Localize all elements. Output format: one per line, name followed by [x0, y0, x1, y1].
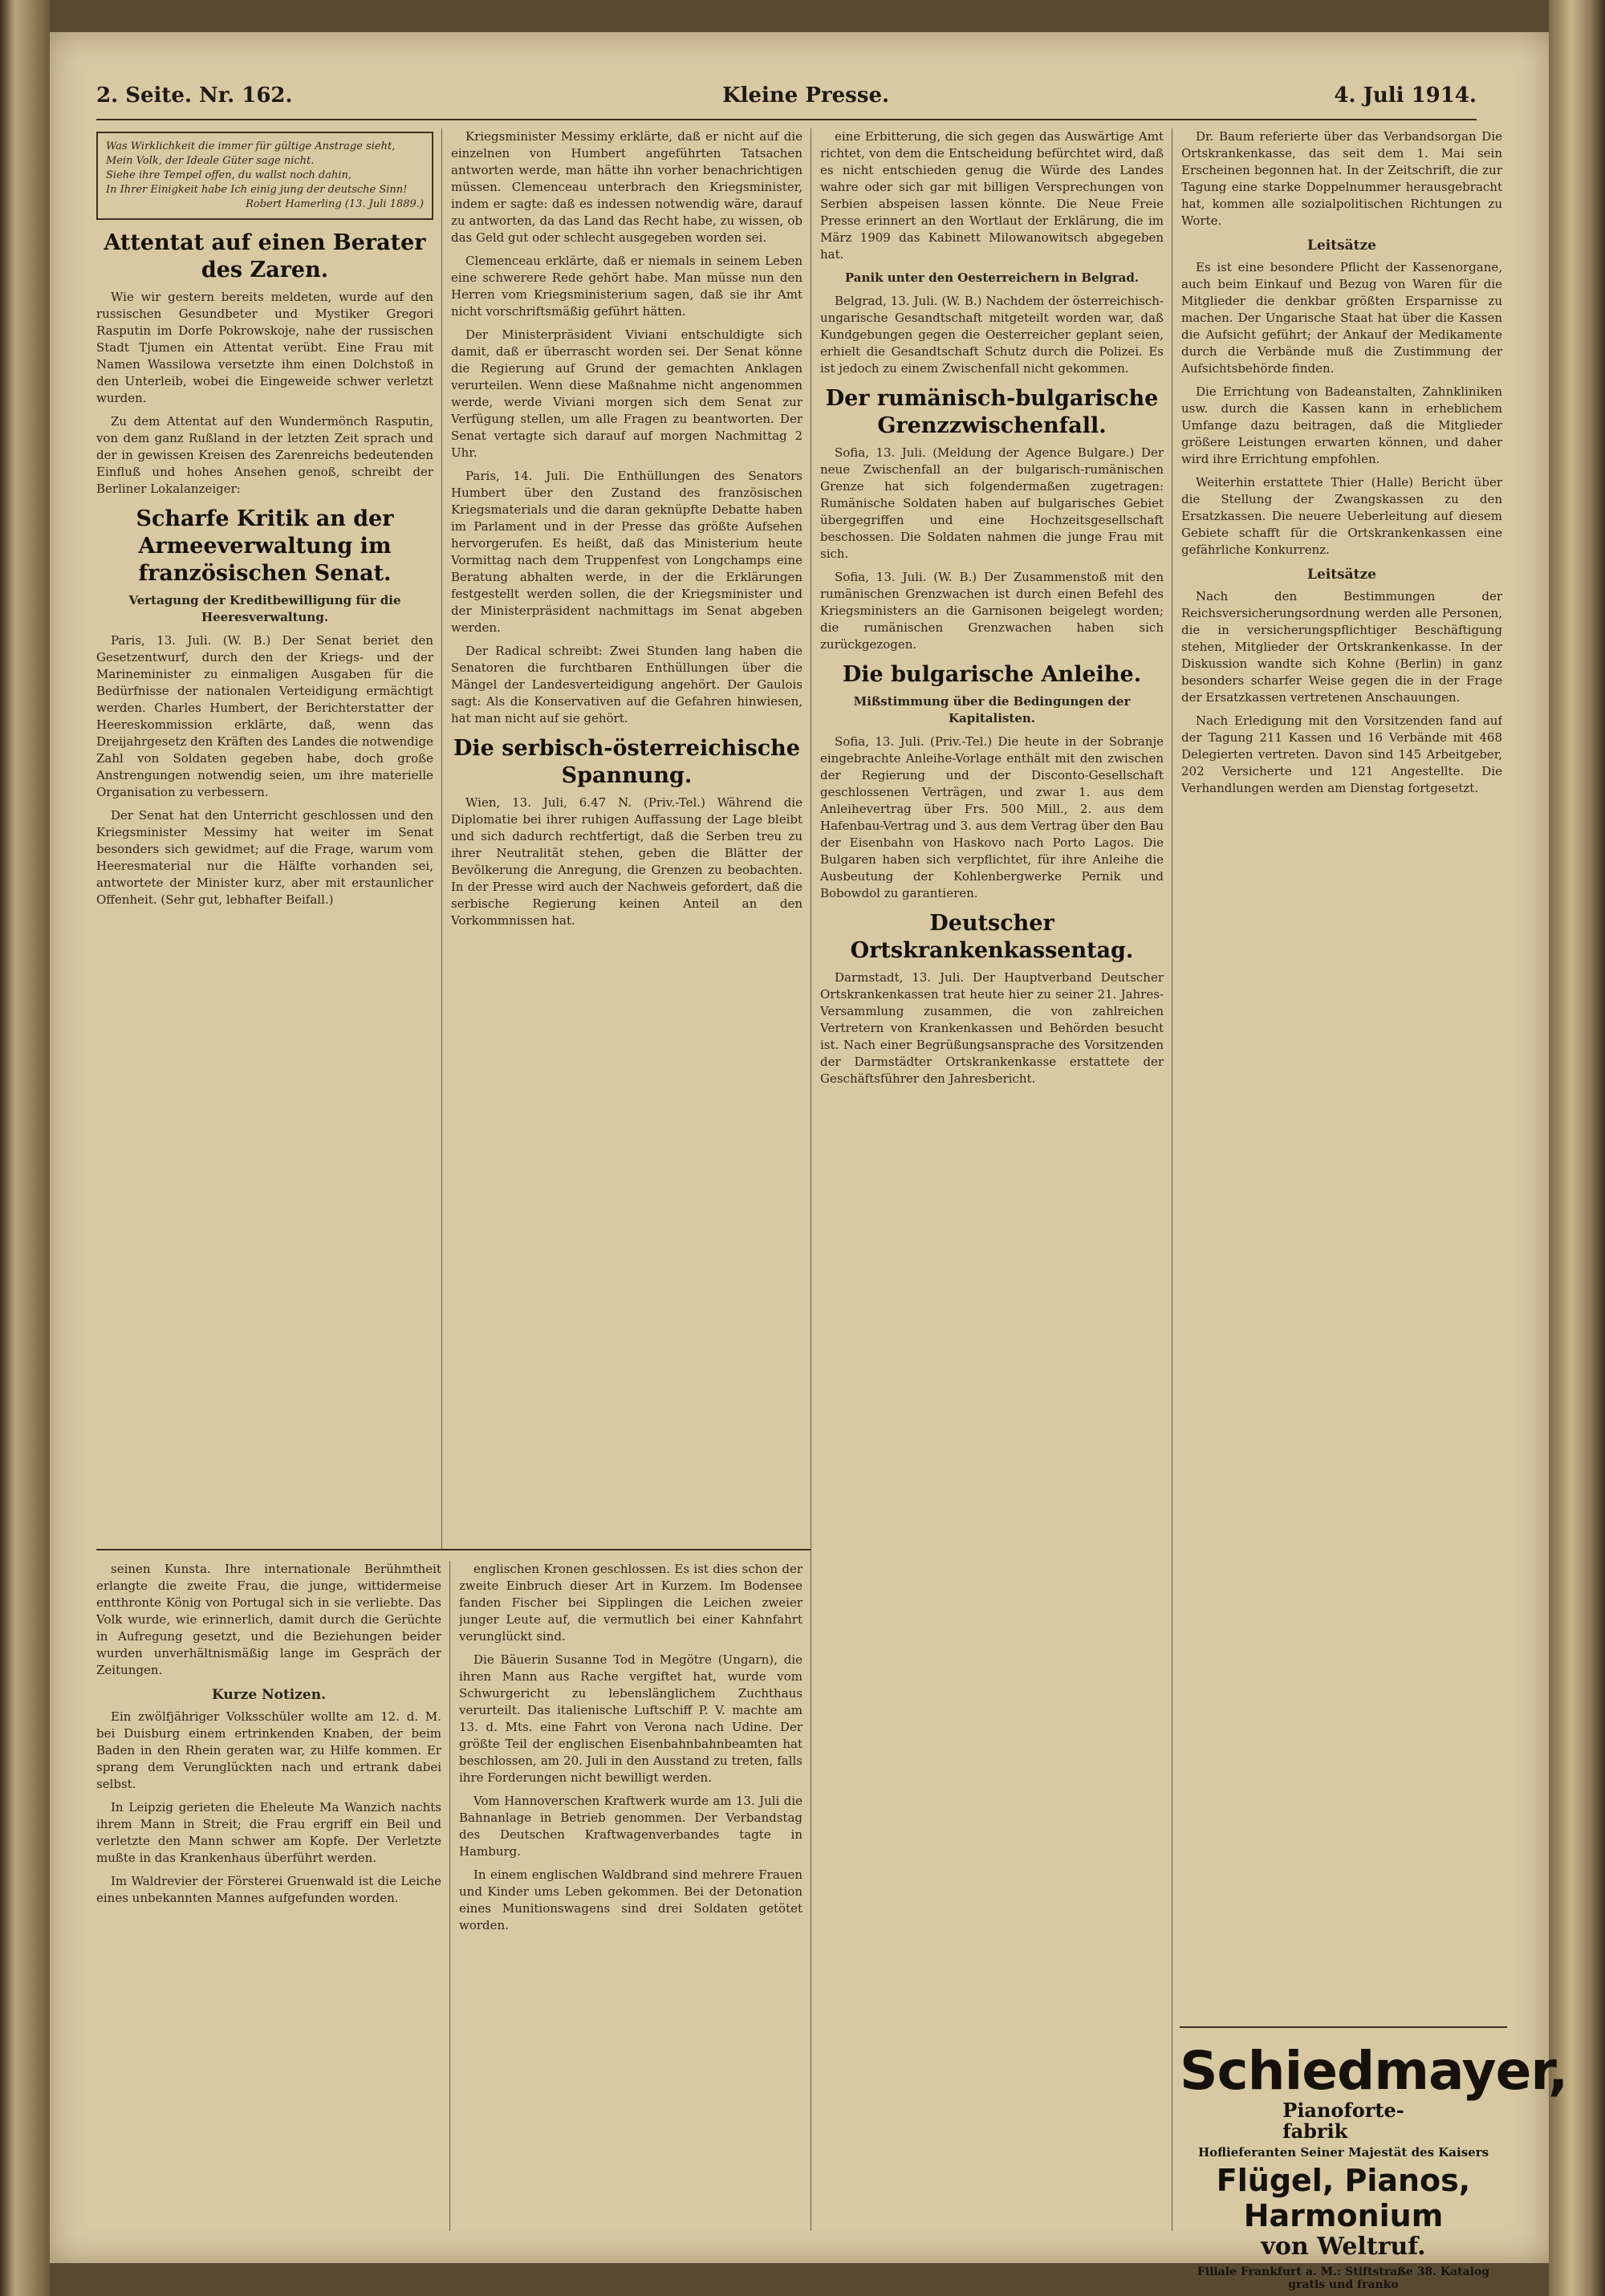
column-divider [441, 128, 442, 1549]
article-paragraph: Paris, 14. Juli. Die Enthüllungen des Senators Humbert über den Zustand des französischen Kriegsmaterials und die daran geknüpfte Debatte haben im Parlament und in der Presse das größte Aufsehen hervorgerufen. Es heißt, daß das Ministerium heute Vormittag nach dem Truppenfest von Longchamps eine Beratung abhalten werde, in der die Erklärungen festgestellt werden sollen, die der Kriegsminister und der Ministerpräsident nachmittags im Senat abgeben werden. [451, 469, 802, 635]
ad-business-type [1282, 2100, 1404, 2142]
article-paragraph: Der Senat hat den Unterricht geschlossen und den Kriegsminister Messimy hat weiter im Senat besonders sich gewidmet; auf die Frage, warum vom Heeresmaterial nur die Hälfte vorhanden sei, antwortete der Minister kurz, aber mit erstaunlicher Offenheit. (Sehr gut, lebhafter Beifall.) [96, 808, 433, 907]
article-paragraph: Der Ministerpräsident Viviani entschuldigte sich damit, daß er überrascht worden sei. Der Senat könne die Regierung auf Grund der gemachten Anklagen verurteilen. Wenn diese Maßnahme nicht angenommen werde, werde Viviani morgen sich dem Senat zur Verfügung stellen, um alle Fragen zu beantworten. Der Senat vertagte sich darauf auf morgen Nachmittag 2 Uhr. [451, 327, 802, 460]
motto-line: Was Wirklichkeit die immer für gültige Anstrage sieht, [106, 140, 396, 152]
headline-senate-criticism: Scharfe Kritik an der Armeeverwaltung im französischen Senat. [136, 506, 394, 586]
section-heading: Leitsätze [1307, 567, 1376, 583]
ad-type-line: Pianoforte- [1282, 2099, 1404, 2122]
article-paragraph: Sofia, 13. Juli. (W. B.) Der Zusammenstoß mit den rumänischen Grenzwachen ist durch einen Befehl des Kriegsministers an die Garnisonen beigelegt worden; die rumänischen Grenzwachen haben sich zurückgezogen. [820, 570, 1164, 652]
section-rule [96, 1549, 811, 1550]
headline-border-incident: Der rumänisch-bulgarische Grenzzwischenfall. [825, 386, 1159, 438]
ad-address: Filiale Frankfurt a. M.: Stiftstraße 38. Katalog gratis und franko [1197, 2266, 1490, 2291]
newspaper-title: Kleine Presse. [722, 83, 890, 108]
article-paragraph: Wie wir gestern bereits meldeten, wurde auf den russischen Gesundbeter und Mystiker Gregori Rasputin im Dorfe Pokrowskoje, nahe der russischen Stadt Tjumen ein Attentat verübt. Eine Frau mit Namen Wassilowa versetzte ihm einen Dolchstoß in den Unterleib, wobei die Eingeweide schwer verletzt wurden. [96, 290, 433, 405]
ad-type-line: fabrik [1282, 2119, 1348, 2143]
page-number: 2. Seite. Nr. 162. [96, 83, 293, 108]
advertisement-schiedmayer [1180, 2026, 1568, 2291]
section-heading: Leitsätze [1307, 238, 1376, 254]
article-paragraph: Ein zwölfjähriger Volksschüler wollte am 12. d. M. bei Duisburg einem ertrinkenden Knaben, der beim Baden in den Rhein geraten war, zu Hilfe kommen. Er sprang dem Verunglückten nach und ertrank dabei selbst. [96, 1709, 441, 1791]
article-paragraph: Im Waldrevier der Försterei Gruenwald ist die Leiche eines unbekannten Mannes aufgefunden worden. [96, 1874, 441, 1905]
article-paragraph: Weiterhin erstattete Thier (Halle) Bericht über die Stellung der Zwangskassen zu den Ersatzkassen. Die neuere Ueberleitung auf diesem Gebiete schafft für die Ortskrankenkassen eine gefährliche Konkurrenz. [1181, 475, 1502, 557]
subheadline: Vertagung der Kreditbewilligung für die Heeresverwaltung. [128, 593, 401, 624]
lower-column-1 [96, 1561, 441, 2227]
article-paragraph: Es ist eine besondere Pflicht der Kassenorgane, auch beim Einkauf und Bezug von Waren für die Mitglieder die denkbar größten Ersparnisse zu machen. Der Ungarische Staat hat über die Kassen die Aufsicht geführt; der Ankauf der Medikamente durch die Verbände muß die Zustimmung der Aufsichtsbehörde finden. [1181, 260, 1502, 376]
column-divider [449, 1561, 450, 2231]
article-paragraph: Darmstadt, 13. Juli. Der Hauptverband Deutscher Ortskrankenkassen trat heute hier zu seiner 21. Jahres-Versammlung zusammen, die von zahlreichen Vertretern von Krankenkassen und Behörden besucht ist. Nach einer Begrüßungsansprache des Vorsitzenden der Darmstädter Ortskrankenkasse erstattete der Geschäftsführer den Jahresbericht. [820, 970, 1164, 1086]
headline-health-insurance-congress: Deutscher Ortskrankenkassentag. [850, 911, 1134, 963]
ad-warrant: Hoflieferanten Seiner Majestät des Kaisers [1197, 2145, 1489, 2160]
article-paragraph: Paris, 13. Juli. (W. B.) Der Senat beriet den Gesetzentwurf, durch den der Kriegs- und der Marineminister zu einmaligen Ausgaben für die Bedürfnisse der nationalen Verteidigung ermächtigt werden. Charles Humbert, der Berichterstatter der Heereskommission erklärte, daß, wenn das Dreijahrgesetz den Kräften des Landes die notwendige Zahl von Soldaten gegeben habe, doch große Anstrengungen notwendig seien, um ihre materielle Organisation zu verbessern. [96, 633, 433, 799]
page-header [96, 77, 1477, 117]
section-heading-notes: Kurze Notizen. [211, 1687, 327, 1703]
lower-column-2 [459, 1561, 802, 2227]
motto-box [96, 132, 433, 220]
article-paragraph: Der Radical schreibt: Zwei Stunden lang haben die Senatoren die furchtbaren Enthüllungen über die Mängel der Landesverteidigung angehört. Der Gaulois sagt: Als die Konservativen auf die Gefahren hinwiesen, hat man nicht auf sie gehört. [451, 644, 802, 725]
article-paragraph: Kriegsminister Messimy erklärte, daß er nicht auf die einzelnen von Humbert angeführten Tatsachen antworten werde, man hätte ihn vorher benachrichtigen müssen. Clemenceau unterbrach den Kriegsminister, indem er sagte: daß es indessen notwendig wäre, darauf zu antworten, da das Land das Recht habe, zu wissen, ob das Geld gut oder schlecht ausgegeben worden sei. [451, 129, 802, 245]
motto-line: Siehe ihre Tempel offen, du wallst noch dahin, [106, 169, 352, 181]
article-column-3 [820, 128, 1164, 2223]
ad-brand-name: Schiedmayer, [1180, 2040, 1568, 2102]
headline-bulgarian-loan: Die bulgarische Anleihe. [842, 662, 1142, 687]
article-paragraph: In einem englischen Waldbrand sind mehrere Frauen und Kinder ums Leben gekommen. Bei der Detonation eines Munitionswagens sind drei Soldaten getötet worden. [459, 1867, 802, 1932]
article-paragraph: Wien, 13. Juli, 6.47 N. (Priv.-Tel.) Während die Diplomatie bei ihrer ruhigen Auffassung der Lage bleibt und sich dadurch rechtfertigt, daß die Serben treu zu ihrer Neutralität stehen, geben die Blätter der Bevölkerung die Anregung, die Grenzen zu beobachten. In der Presse wird auch der Nachweis gefordert, daß die serbische Regierung keinen Anteil an den Vorkommnissen hat. [451, 795, 802, 928]
subheadline: Panik unter den Oesterreichern in Belgrad. [844, 270, 1140, 285]
header-rule [96, 119, 1477, 120]
headline-serbian-tension: Die serbisch-österreichische Spannung. [453, 736, 800, 788]
article-paragraph: Nach Erledigung mit den Vorsitzenden fand auf der Tagung 211 Kassen und 16 Verbände mit 468 Delegierten vertreten. Davon sind 145 Arbeitgeber, 202 Versicherte und 121 Angestellte. Die Verhandlungen werden am Dienstag fortgesetzt. [1181, 713, 1502, 795]
book-binding-right [1549, 0, 1605, 2296]
article-paragraph: Vom Hannoverschen Kraftwerk wurde am 13. Juli die Bahnanlage in Betrieb genommen. Der Verbandstag des Deutschen Kraftwagenverbandes tagte in Hamburg. [459, 1794, 802, 1859]
article-column-2 [451, 128, 802, 1541]
article-paragraph: Zu dem Attentat auf den Wundermönch Rasputin, von dem ganz Rußland in der letzten Zeit sprach und der in gewissen Kreisen des Zarenreichs bedeutenden Einfluß und hohes Ansehen genoß, schreibt der Berliner Lokalanzeiger: [96, 414, 433, 496]
book-binding-left [0, 0, 50, 2296]
headline-rasputin: Attentat auf einen Berater des Zaren. [104, 230, 426, 282]
motto-line: In Ihrer Einigkeit habe Ich einig jung der deutsche Sinn! [106, 184, 408, 196]
article-column-4 [1181, 128, 1502, 2014]
article-paragraph: Die Errichtung von Badeanstalten, Zahnkliniken usw. durch die Kassen kann in erheblichem Umfange dazu beitragen, daß die Mitglieder größere Leistungen erwarten können, und daher wird ihre Errichtung empfohlen. [1181, 384, 1502, 466]
article-paragraph: englischen Kronen geschlossen. Es ist dies schon der zweite Einbruch dieser Art in Kurzem. Im Bodensee fanden Fischer bei Sipplingen die Leichen zweier junger Leute auf, die vermutlich bei einer Kahnfahrt verunglückt sind. [459, 1562, 802, 1644]
article-paragraph: Sofia, 13. Juli. (Meldung der Agence Bulgare.) Der neue Zwischenfall an der bulgarisch-rumänischen Grenze hat sich folgendermaßen zugetragen: Rumänische Soldaten haben auf bulgarisches Gebiet übergegriffen und eine Hochzeitsgesellschaft beschossen. Die Soldaten nahmen die junge Frau mit sich. [820, 445, 1164, 561]
subheadline: Mißstimmung über die Bedingungen der Kapitalisten. [853, 694, 1131, 725]
ad-slogan: von Weltruf. [1261, 2233, 1426, 2261]
motto-line: Mein Volk, der Ideale Güter sage nicht. [106, 155, 315, 167]
article-column-1 [96, 128, 433, 1541]
article-paragraph: seinen Kunsta. Ihre internationale Berühmtheit erlangte die zweite Frau, die junge, wittidermeise entthronte König von Portugal sich in sie verliebte. Das Volk wurde, wie erinnerlich, damit durch die Gerüchte in Aufregung gesetzt, und die Beziehungen beider wurden unverhältnismäßig lange im Gespräch der Zeitungen. [96, 1562, 441, 1677]
article-paragraph: eine Erbitterung, die sich gegen das Auswärtige Amt richtet, von dem die Entscheidung befürchtet wird, daß es nicht entschieden genug die Würde des Landes wahre oder sich gar mit billigen Versprechungen von Serbien abspeisen lassen könnte. Die Neue Freie Presse erinnert an den Wortlaut der Erklärung, die im März 1909 das Kabinett Milowanowitsch abgegeben hat. [820, 129, 1164, 262]
article-paragraph: Nach den Bestimmungen der Reichsversicherungsordnung werden alle Personen, die in versicherungspflichtiger Beschäftigung stehen, Mitglieder der Ortskrankenkasse. In der Diskussion wandte sich Kohne (Berlin) in ganz besonders scharfer Weise gegen die in der Frage der Ersatzkassen vertretenen Anschauungen. [1181, 589, 1502, 705]
issue-date: 4. Juli 1914. [1334, 83, 1477, 108]
motto-author: Robert Hamerling (13. Juli 1889.) [246, 198, 424, 210]
article-paragraph: Sofia, 13. Juli. (Priv.-Tel.) Die heute in der Sobranje eingebrachte Anleihe-Vorlage enthält mit den zwischen der Regierung und der Disconto-Gesellschaft geschlossenen Verträgen, und zwar 1. aus dem Anleihevertrag über Frs. 500 Mill., 2. aus dem Hafenbau-Vertrag und 3. aus dem Vertrag über den Bau der Eisenbahn von Haskovo nach Porto Lagos. Die Bulgaren haben sich verpflichtet, für ihre Anleihe die Ausbeutung der Kohlenbergwerke Pernik und Bobowdol zu garantieren. [820, 734, 1164, 900]
ad-products: Flügel, Pianos, Harmonium [1216, 2163, 1471, 2233]
article-paragraph: Clemenceau erklärte, daß er niemals in seinem Leben eine schwerere Rede gehört habe. Man müsse nun den Herren vom Kriegsministerium sagen, daß sie ihr Amt nicht vorschriftsmäßig geführt hätten. [451, 254, 802, 319]
article-paragraph: Die Bäuerin Susanne Tod in Megötre (Ungarn), die ihren Mann aus Rache vergiftet hat, wurde vom Schwurgericht zu lebenslänglichem Zuchthaus verurteilt. Das italienische Luftschiff P. V. machte am 13. d. Mts. eine Fahrt von Verona nach Udine. Der größte Teil der englischen Eisenbahnbahnbeamten hat beschlossen, am 20. Juli in den Ausstand zu treten, falls ihre Forderungen nicht bewilligt werden. [459, 1652, 802, 1785]
article-paragraph: In Leipzig gerieten die Eheleute Ma Wanzich nachts ihrem Mann in Streit; die Frau ergriff ein Beil und verletzte den Mann schwer am Kopfe. Der Verletzte mußte in das Krankenhaus überführt werden. [96, 1800, 441, 1865]
article-paragraph: Belgrad, 13. Juli. (W. B.) Nachdem der österreichisch-ungarische Gesandtschaft mitgeteilt worden war, daß Kundgebungen gegen die Oesterreicher geplant seien, erhielt die Gesandtschaft Schutz durch die Polizei. Es ist jedoch zu einem Zwischenfall nicht gekommen. [820, 294, 1164, 376]
article-paragraph: Dr. Baum referierte über das Verbandsorgan Die Ortskrankenkasse, das seit dem 1. Mai sein Erscheinen begonnen hat. In der Zeitschrift, die zur Tagung eine starke Doppelnummer herausgebracht hat, kommen alle sozialpolitischen Richtungen zu Worte. [1181, 129, 1502, 228]
